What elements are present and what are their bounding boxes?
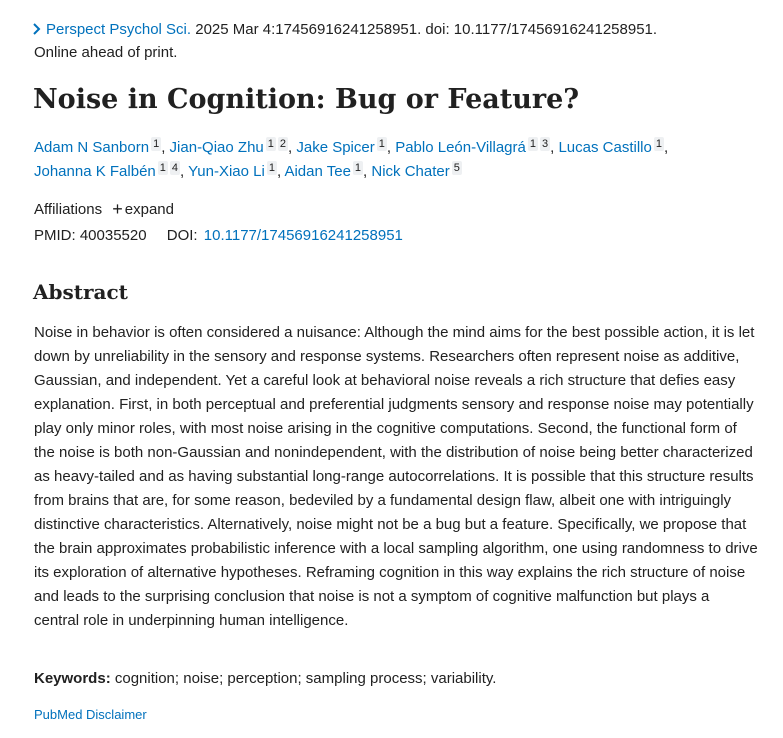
abstract-heading: Abstract (33, 280, 128, 304)
affiliation-number[interactable]: 1 (267, 138, 274, 150)
publication-status: Online ahead of print. (34, 44, 178, 61)
abstract-text: Noise in behavior is often considered a nuisance: Although the mind aims for the best possible action, it is let down by unreliability in the sensory and response systems. Researchers often represent noise as additive, Gaussian, and independent. Yet a careful look at behavioral noise reveals a rich structure that defies easy explanation. First, in both perceptual and preferential judgments sensory and response noise may potentially play only minor roles, with most noise arising in the cognitive computations. Second, the functional form of the noise is both non-Gaussian and nonindependent, with the distribution of noise being better characterized as heavy-tailed and as having substantial long-range autocorrelations. It is possible that this structure results from brains that are, for some reason, bedeviled by a fundamental design flaw, albeit one with intriguingly distinctive characteristics. Alternatively, noise might not be a bug but a feature. Specifically, we propose that the brain approximates probabilistic inference with a local sampling algorithm, one using randomness to drive its exploration of alternative hypotheses. Reframing cognition in this way explains the rich structure of noise and leads to the surprising conclusion that noise is not a symptom of cognitive malfunction but plays a central role in underpinning human intelligence. (34, 324, 758, 629)
plus-icon: + (112, 199, 123, 219)
keywords-label: Keywords: (34, 670, 111, 687)
page-title: Noise in Cognition: Bug or Feature? (33, 84, 580, 115)
author-link[interactable]: Pablo León-Villagrá (395, 139, 526, 156)
citation-line (34, 18, 764, 64)
affiliations-label: Affiliations (34, 201, 103, 218)
doi-link[interactable]: 10.1177/17456916241258951 (203, 227, 403, 244)
affiliation-number[interactable]: 1 (159, 162, 166, 174)
expand-label: expand (124, 201, 174, 218)
author-link[interactable]: Jake Spicer (296, 139, 375, 156)
affiliation-number[interactable]: 5 (453, 162, 460, 174)
citation-details: 2025 Mar 4:17456916241258951. doi: 10.1177/17456916241258951. (191, 21, 658, 38)
journal-link[interactable]: Perspect Psychol Sci. (46, 21, 192, 38)
keywords-values: cognition; noise; perception; sampling process; variability. (110, 670, 497, 687)
pubmed-disclaimer-link[interactable]: PubMed Disclaimer (34, 707, 147, 722)
chevron-right-icon[interactable] (32, 18, 46, 41)
affiliation-number[interactable]: 1 (153, 138, 160, 150)
affiliation-number[interactable]: 1 (378, 138, 385, 150)
keywords (34, 668, 496, 690)
affiliation-number[interactable]: 2 (279, 138, 287, 150)
affiliation-number[interactable]: 1 (268, 162, 275, 174)
affiliation-number[interactable]: 1 (529, 138, 536, 150)
expand-affiliations-button[interactable] (112, 201, 174, 218)
author-list: Adam N Sanborn 1 , Jian-Qiao Zhu 1 2 , Jake Spicer 1 , Pablo León-Villagrá 1 3 , Lucas Castillo 1 , Johanna K Falbén 1 4 , Yun-Xiao Li 1 , Aidan Tee 1 , Nick Chater 5 (34, 138, 669, 180)
pmid-value: 40035520 (79, 227, 147, 244)
author-link[interactable]: Aidan Tee (284, 163, 351, 180)
affiliation-number[interactable]: 1 (655, 138, 662, 150)
author-link[interactable]: Jian-Qiao Zhu (169, 139, 264, 156)
author-link[interactable]: Yun-Xiao Li (188, 163, 265, 180)
author-link[interactable]: Johanna K Falbén (34, 163, 156, 180)
affiliations-row (34, 198, 174, 221)
pmid-label: PMID: (34, 227, 76, 244)
author-link[interactable]: Lucas Castillo (558, 139, 652, 156)
affiliation-number[interactable]: 4 (171, 162, 179, 174)
affiliation-number[interactable]: 3 (541, 138, 549, 150)
identifiers-row (34, 225, 403, 247)
doi-label: DOI: (166, 227, 198, 244)
author-link[interactable]: Adam N Sanborn (34, 139, 150, 156)
author-link[interactable]: Nick Chater (371, 163, 450, 180)
affiliation-number[interactable]: 1 (354, 162, 362, 174)
